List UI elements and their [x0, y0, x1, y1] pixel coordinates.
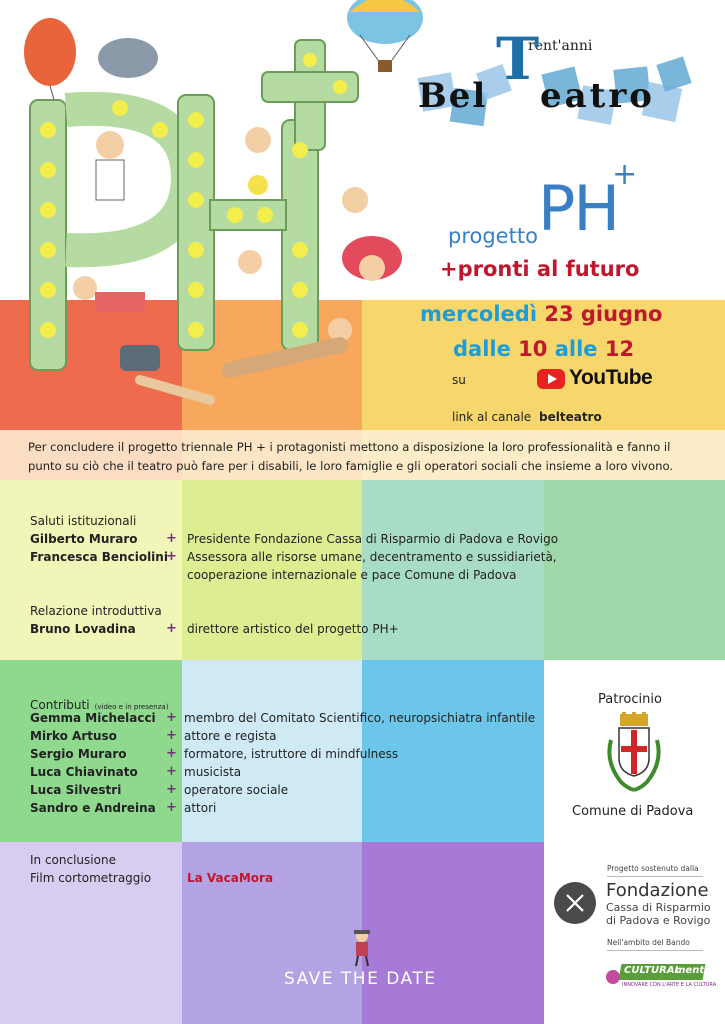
pronti-al-futuro: +pronti al futuro [440, 257, 640, 281]
contributor-name: Mirko Artuso [30, 729, 117, 743]
plus-bullet: + [166, 549, 177, 564]
event-date-value: 23 giugno [544, 302, 663, 326]
saluti-name: Francesca Benciolini [30, 550, 168, 564]
youtube-wordmark[interactable]: YouTube [569, 366, 653, 389]
padova-coat-of-arms-icon [603, 712, 665, 792]
bird [98, 38, 158, 78]
event-time [453, 337, 634, 361]
channel-name[interactable]: belteatro [539, 410, 602, 424]
intro-paragraph: Per concludere il progetto triennale PH + i protagonisti mettono a disposizione la loro professionalità e fanno il punto su ciò che il teatro può fare per i disabili, le loro famiglie e gli operatori sociali che insieme a loro vivono. [28, 440, 674, 473]
progetto-label: progetto [448, 224, 538, 248]
ph-illustration [0, 0, 430, 410]
child-face [342, 187, 368, 213]
contributor-role: membro del Comitato Scientifico, neuropsichiatra infantile [184, 711, 536, 725]
letter-p-bowl [66, 109, 188, 250]
plus-bullet: + [166, 728, 177, 743]
brand-eatro: eatro [540, 76, 655, 116]
bg-row4-violet [362, 842, 544, 1024]
youtube-icon [537, 369, 565, 389]
culturalmente-a: CULTURAL [624, 965, 681, 976]
culturalmente-b: mente [675, 965, 711, 976]
child-face [245, 127, 271, 153]
conclusione-line1: In conclusione [30, 853, 116, 867]
ph-logo: PH [538, 172, 619, 245]
contributor-role: attore e regista [184, 729, 277, 743]
save-the-date: SAVE THE DATE [284, 969, 437, 989]
child-face [73, 276, 97, 300]
brand-trentanni: rent'anni [528, 38, 593, 54]
plus-bullet: + [166, 764, 177, 779]
contributor-name: Gemma Michelacci [30, 711, 156, 725]
small-character-icon [350, 928, 374, 968]
fondazione-logo-separator [607, 876, 703, 877]
ph-plus-sign: + [612, 157, 638, 192]
brand-t-big: T [496, 25, 540, 93]
saluti-role: Assessora alle risorse umane, decentramento e sussidiarietà, [187, 550, 557, 564]
fondazione-name: Fondazione [606, 880, 709, 901]
film-title: La VacaMora [187, 871, 274, 885]
brand-bel: Bel [418, 76, 488, 116]
contributor-role: musicista [184, 765, 242, 779]
plus-bullet: + [166, 800, 177, 815]
bg-row4-lavender [0, 842, 182, 1024]
child-face [96, 131, 124, 159]
saluti-role-continued: cooperazione internazionale e pace Comune di Padova [187, 568, 517, 582]
event-time-mid: alle [547, 337, 605, 361]
plus-bullet: + [166, 746, 177, 761]
plus-bullet: + [166, 782, 177, 797]
letter-h-left [178, 95, 214, 350]
culturalmente-swirl-icon [606, 970, 620, 984]
plus-bullet: + [166, 710, 177, 725]
ambito-separator [607, 950, 703, 951]
contributor-role: operatore sociale [184, 783, 289, 797]
su-label: su [452, 373, 466, 387]
culturalmente-logo [606, 962, 717, 992]
fondazione-line1: Cassa di Risparmio [606, 901, 711, 914]
contributor-role: formatore, istruttore di mindfulness [184, 747, 399, 761]
channel-link-label: link al canale [452, 410, 532, 424]
child-face [238, 250, 262, 274]
contributor-role: attori [184, 801, 217, 815]
plus-bullet: + [166, 621, 177, 636]
saluti-heading: Saluti istituzionali [30, 514, 137, 528]
event-time-start: 10 [518, 337, 548, 361]
conclusione-line2: Film cortometraggio [30, 871, 152, 885]
event-day: mercoledì [420, 302, 545, 326]
culturalmente-tag: INNOVARE CON L'ARTE E LA CULTURA [622, 982, 717, 988]
relazione-name: Bruno Lovadina [30, 622, 136, 636]
contributi-note: (video e in presenza) [94, 703, 169, 711]
letter-h-bar [210, 200, 286, 230]
relazione-heading: Relazione introduttiva [30, 604, 162, 618]
patrocinio-title: Patrocinio [598, 692, 662, 707]
event-time-end: 12 [604, 337, 635, 361]
contributor-name: Sandro e Andreina [30, 801, 156, 815]
contributor-name: Sergio Muraro [30, 747, 127, 761]
sostenuto-label: Progetto sostenuto dalla [607, 864, 699, 873]
bg-row4-lilac [182, 842, 362, 1024]
fondazione-logo-icon [553, 881, 597, 925]
contributor-name: Luca Chiavinato [30, 765, 138, 779]
ambito-label: Nell'ambito del Bando [607, 938, 690, 947]
balloon-red [24, 18, 76, 86]
comune-label: Comune di Padova [572, 804, 694, 819]
saluti-name: Gilberto Muraro [30, 532, 138, 546]
fondazione-line2: di Padova e Rovigo [606, 914, 711, 927]
event-date [420, 302, 720, 326]
event-time-prefix: dalle [453, 337, 519, 361]
camera [120, 345, 160, 371]
bg-row2-sage [544, 480, 725, 660]
contributi-title: Contributi [30, 698, 90, 712]
contributor-name: Luca Silvestri [30, 783, 122, 797]
plus-bullet: + [166, 531, 177, 546]
relazione-role: direttore artistico del progetto PH+ [187, 622, 399, 636]
saluti-role: Presidente Fondazione Cassa di Risparmio di Padova e Rovigo [187, 532, 559, 546]
